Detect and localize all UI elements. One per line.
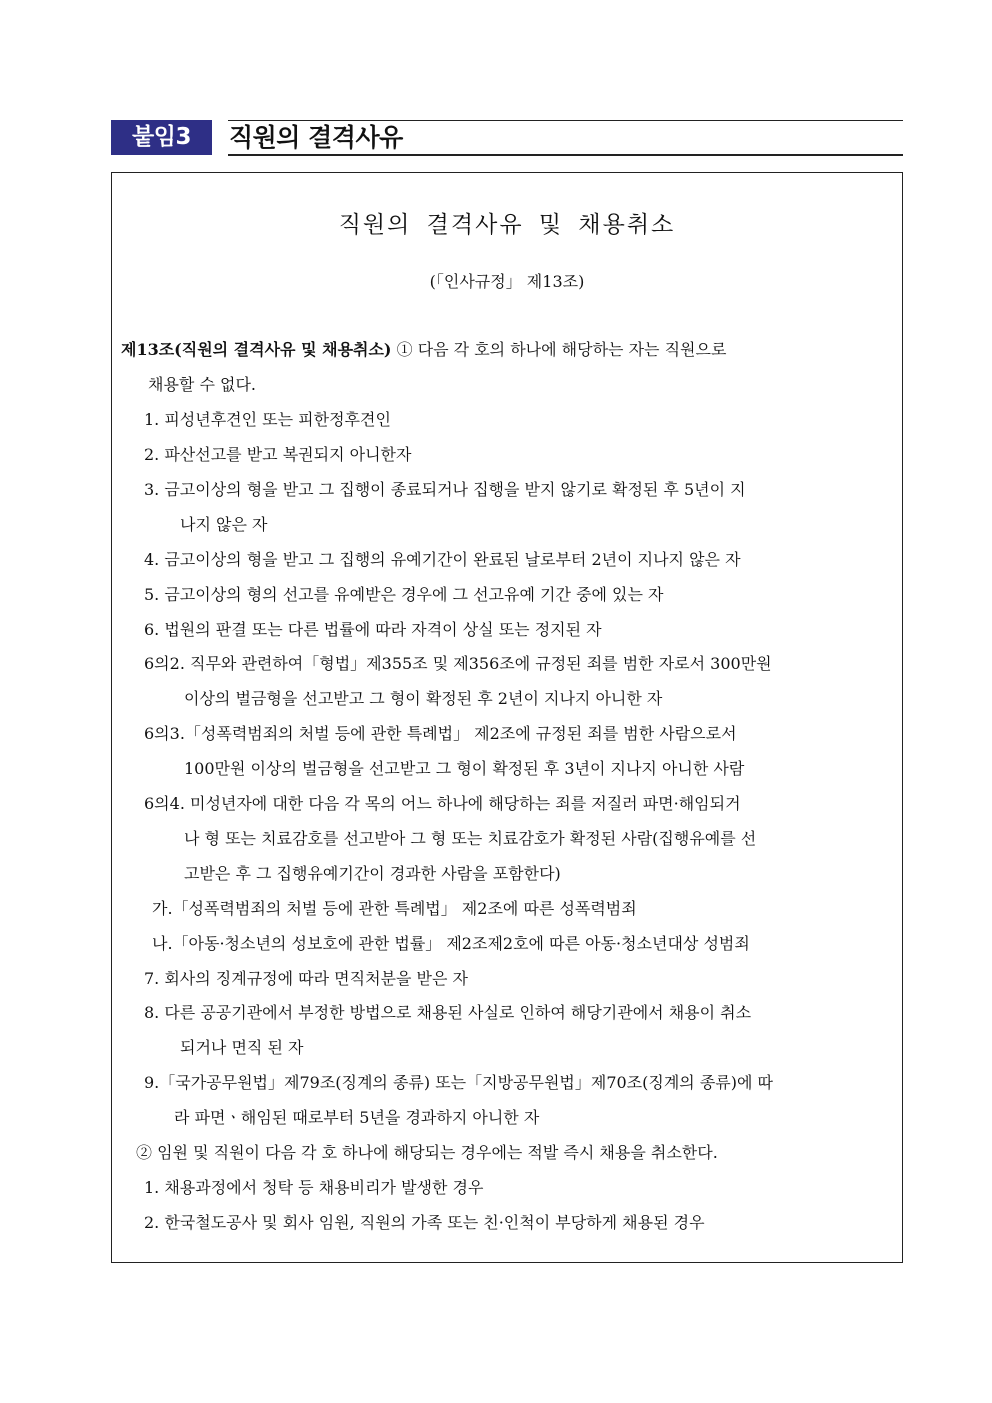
sub-item: 가.「성폭력범죄의 처벌 등에 관한 특례법」 제2조에 따른 성폭력범죄 [152,899,637,918]
document-title: 직원의 결격사유 및 채용취소 [338,212,676,238]
list-item: 6의4. 미성년자에 대한 다음 각 목의 어느 하나에 해당하는 죄를 저질러 파면·해임되거 [144,794,741,813]
list-item: 6의2. 직무와 관련하여「형법」제355조 및 제356조에 규정된 죄를 범한 자로서 300만원 [144,654,772,673]
list-item: 8. 다른 공공기관에서 부정한 방법으로 채용된 사실로 인하여 해당기관에서 채용이 취소 [144,1003,752,1022]
document-subtitle: (「인사규정」 제13조) [429,272,585,291]
list-item: 4. 금고이상의 형을 받고 그 집행의 유예기간이 완료된 날로부터 2년이 지나지 않은 자 [144,550,741,569]
list-item-cont: 나 형 또는 치료감호를 선고받아 그 형 또는 치료감호가 확정된 사람(집행유예를 선 [184,829,757,848]
article-intro-cont: 채용할 수 없다. [148,375,256,394]
list-item: 7. 회사의 징계규정에 따라 면직처분을 받은 자 [144,969,468,988]
sub-item: 나.「아동·청소년의 성보호에 관한 법률」 제2조제2호에 따른 아동·청소년대상 성범죄 [152,934,750,953]
document-box [111,172,903,1263]
list-item: 2. 파산선고를 받고 복권되지 아니한자 [144,445,412,464]
list-item-cont: 나지 않은 자 [180,515,268,534]
list-item: 5. 금고이상의 형의 선고를 유예받은 경우에 그 선고유예 기간 중에 있는 자 [144,585,664,604]
header-title: 직원의 결격사유 [229,123,403,152]
attachment-badge: 붙임3 [111,120,212,155]
list-item: 2. 한국철도공사 및 회사 임원, 직원의 가족 또는 친·인척이 부당하게 채용된 경우 [144,1213,705,1232]
article-intro-text: ① 다음 각 호의 하나에 해당하는 자는 직원으로 [391,340,727,359]
list-item-cont: 100만원 이상의 벌금형을 선고받고 그 형이 확정된 후 3년이 지나지 아니한 사람 [184,759,745,778]
list-item: 6. 법원의 판결 또는 다른 법률에 따라 자격이 상실 또는 정지된 자 [144,620,602,639]
list-item-cont: 이상의 벌금형을 선고받고 그 형이 확정된 후 2년이 지나지 아니한 자 [184,689,663,708]
list-item-cont: 고받은 후 그 집행유예기간이 경과한 사람을 포함한다) [184,864,561,883]
list-item: 3. 금고이상의 형을 받고 그 집행이 종료되거나 집행을 받지 않기로 확정된 후 5년이 지 [144,480,746,499]
article-intro [121,340,726,360]
list-item: 6의3.「성폭력범죄의 처벌 등에 관한 특례법」 제2조에 규정된 죄를 범한 사람으로서 [144,724,737,743]
list-item: 1. 피성년후견인 또는 피한정후견인 [144,410,391,429]
article-heading: 제13조(직원의 결격사유 및 채용취소) [121,340,392,359]
list-item: 9.「국가공무원법」제79조(징계의 종류) 또는「지방공무원법」제70조(징계의 종류)에 따 [144,1073,773,1092]
list-item-cont: 라 파면ㆍ해임된 때로부터 5년을 경과하지 아니한 자 [174,1108,540,1127]
list-item-cont: 되거나 면직 된 자 [180,1038,304,1057]
paragraph-2: ② 임원 및 직원이 다음 각 호 하나에 해당되는 경우에는 적발 즉시 채용을 취소한다. [136,1143,718,1162]
list-item: 1. 채용과정에서 청탁 등 채용비리가 발생한 경우 [144,1178,484,1197]
attachment-header [111,120,903,156]
header-rule-bottom [228,154,903,156]
